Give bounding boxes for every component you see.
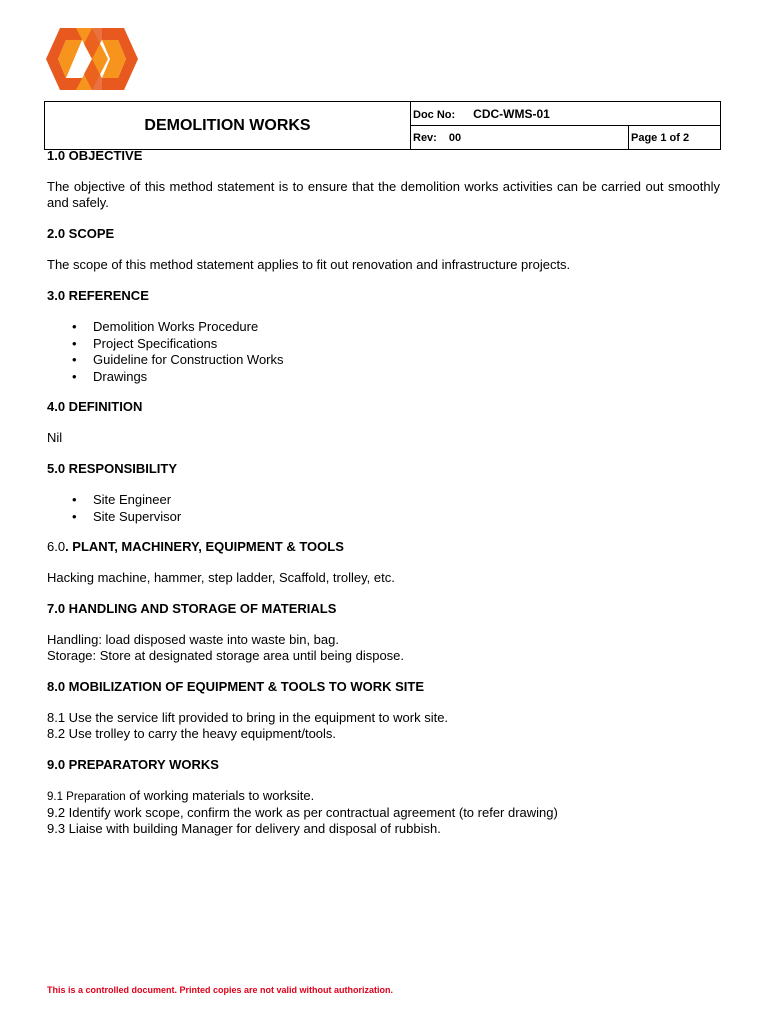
section-plant-title: [47, 539, 720, 555]
document-title: DEMOLITION WORKS: [45, 102, 411, 150]
mobilization-line: 8.2 Use trolley to carry the heavy equipment/tools.: [47, 726, 337, 741]
controlled-document-notice: This is a controlled document. Printed copies are not valid without authorization.: [47, 985, 394, 995]
section-definition-text: Nil: [47, 430, 63, 445]
preparatory-prefix: 9.1 Preparation: [47, 791, 126, 803]
rev-value: 00: [448, 131, 462, 144]
list-item: • Site Supervisor: [47, 509, 720, 526]
section-scope-title: 2.0 SCOPE: [47, 226, 115, 241]
preparatory-rest: of working materials to worksite.: [125, 788, 315, 803]
section-scope-text: The scope of this method statement applies to fit out renovation and infrastructure projects.: [47, 257, 571, 272]
list-item: • Guideline for Construction Works: [47, 352, 720, 369]
doc-no-label: Doc No:: [413, 108, 456, 121]
section-objective-text: The objective of this method statement is to ensure that the demolition works activities can be carried out smoothly and safely.: [47, 179, 720, 210]
handling-line: Handling: load disposed waste into waste bin, bag.: [47, 632, 339, 647]
preparatory-line: 9.2 Identify work scope, confirm the work as per contractual agreement (to refer drawing): [47, 805, 558, 820]
doc-no-value: CDC-WMS-01: [473, 106, 550, 121]
rev-label: Rev:: [413, 131, 437, 144]
section-plant-heading: . PLANT, MACHINERY, EQUIPMENT & TOOLS: [65, 539, 344, 554]
document-header-table: [44, 101, 721, 150]
page-indicator: Page 1 of 2: [629, 126, 721, 150]
list-item: • Drawings: [47, 369, 720, 386]
mobilization-line: 8.1 Use the service lift provided to bring in the equipment to work site.: [47, 710, 449, 725]
section-objective-title: 1.0 OBJECTIVE: [47, 148, 143, 163]
list-item: • Demolition Works Procedure: [47, 319, 720, 336]
storage-line: Storage: Store at designated storage area until being dispose.: [47, 648, 405, 663]
section-definition-title: 4.0 DEFINITION: [47, 399, 143, 414]
list-item: • Site Engineer: [47, 492, 720, 509]
section-plant-number: 6.0: [47, 539, 66, 554]
section-responsibility-title: 5.0 RESPONSIBILITY: [47, 461, 178, 476]
reference-list: [47, 319, 720, 385]
responsibility-list: [47, 492, 720, 525]
section-preparatory-title: 9.0 PREPARATORY WORKS: [47, 757, 219, 772]
document-body: [47, 148, 720, 837]
preparatory-line: 9.3 Liaise with building Manager for delivery and disposal of rubbish.: [47, 821, 441, 836]
company-logo: [46, 28, 138, 90]
section-mobilization-title: 8.0 MOBILIZATION OF EQUIPMENT & TOOLS TO WORK SITE: [47, 679, 425, 694]
list-item: • Project Specifications: [47, 336, 720, 353]
preparatory-line: [47, 788, 720, 805]
section-plant-text: Hacking machine, hammer, step ladder, Scaffold, trolley, etc.: [47, 570, 395, 585]
section-handling-title: 7.0 HANDLING AND STORAGE OF MATERIALS: [47, 601, 337, 616]
section-reference-title: 3.0 REFERENCE: [47, 288, 149, 303]
